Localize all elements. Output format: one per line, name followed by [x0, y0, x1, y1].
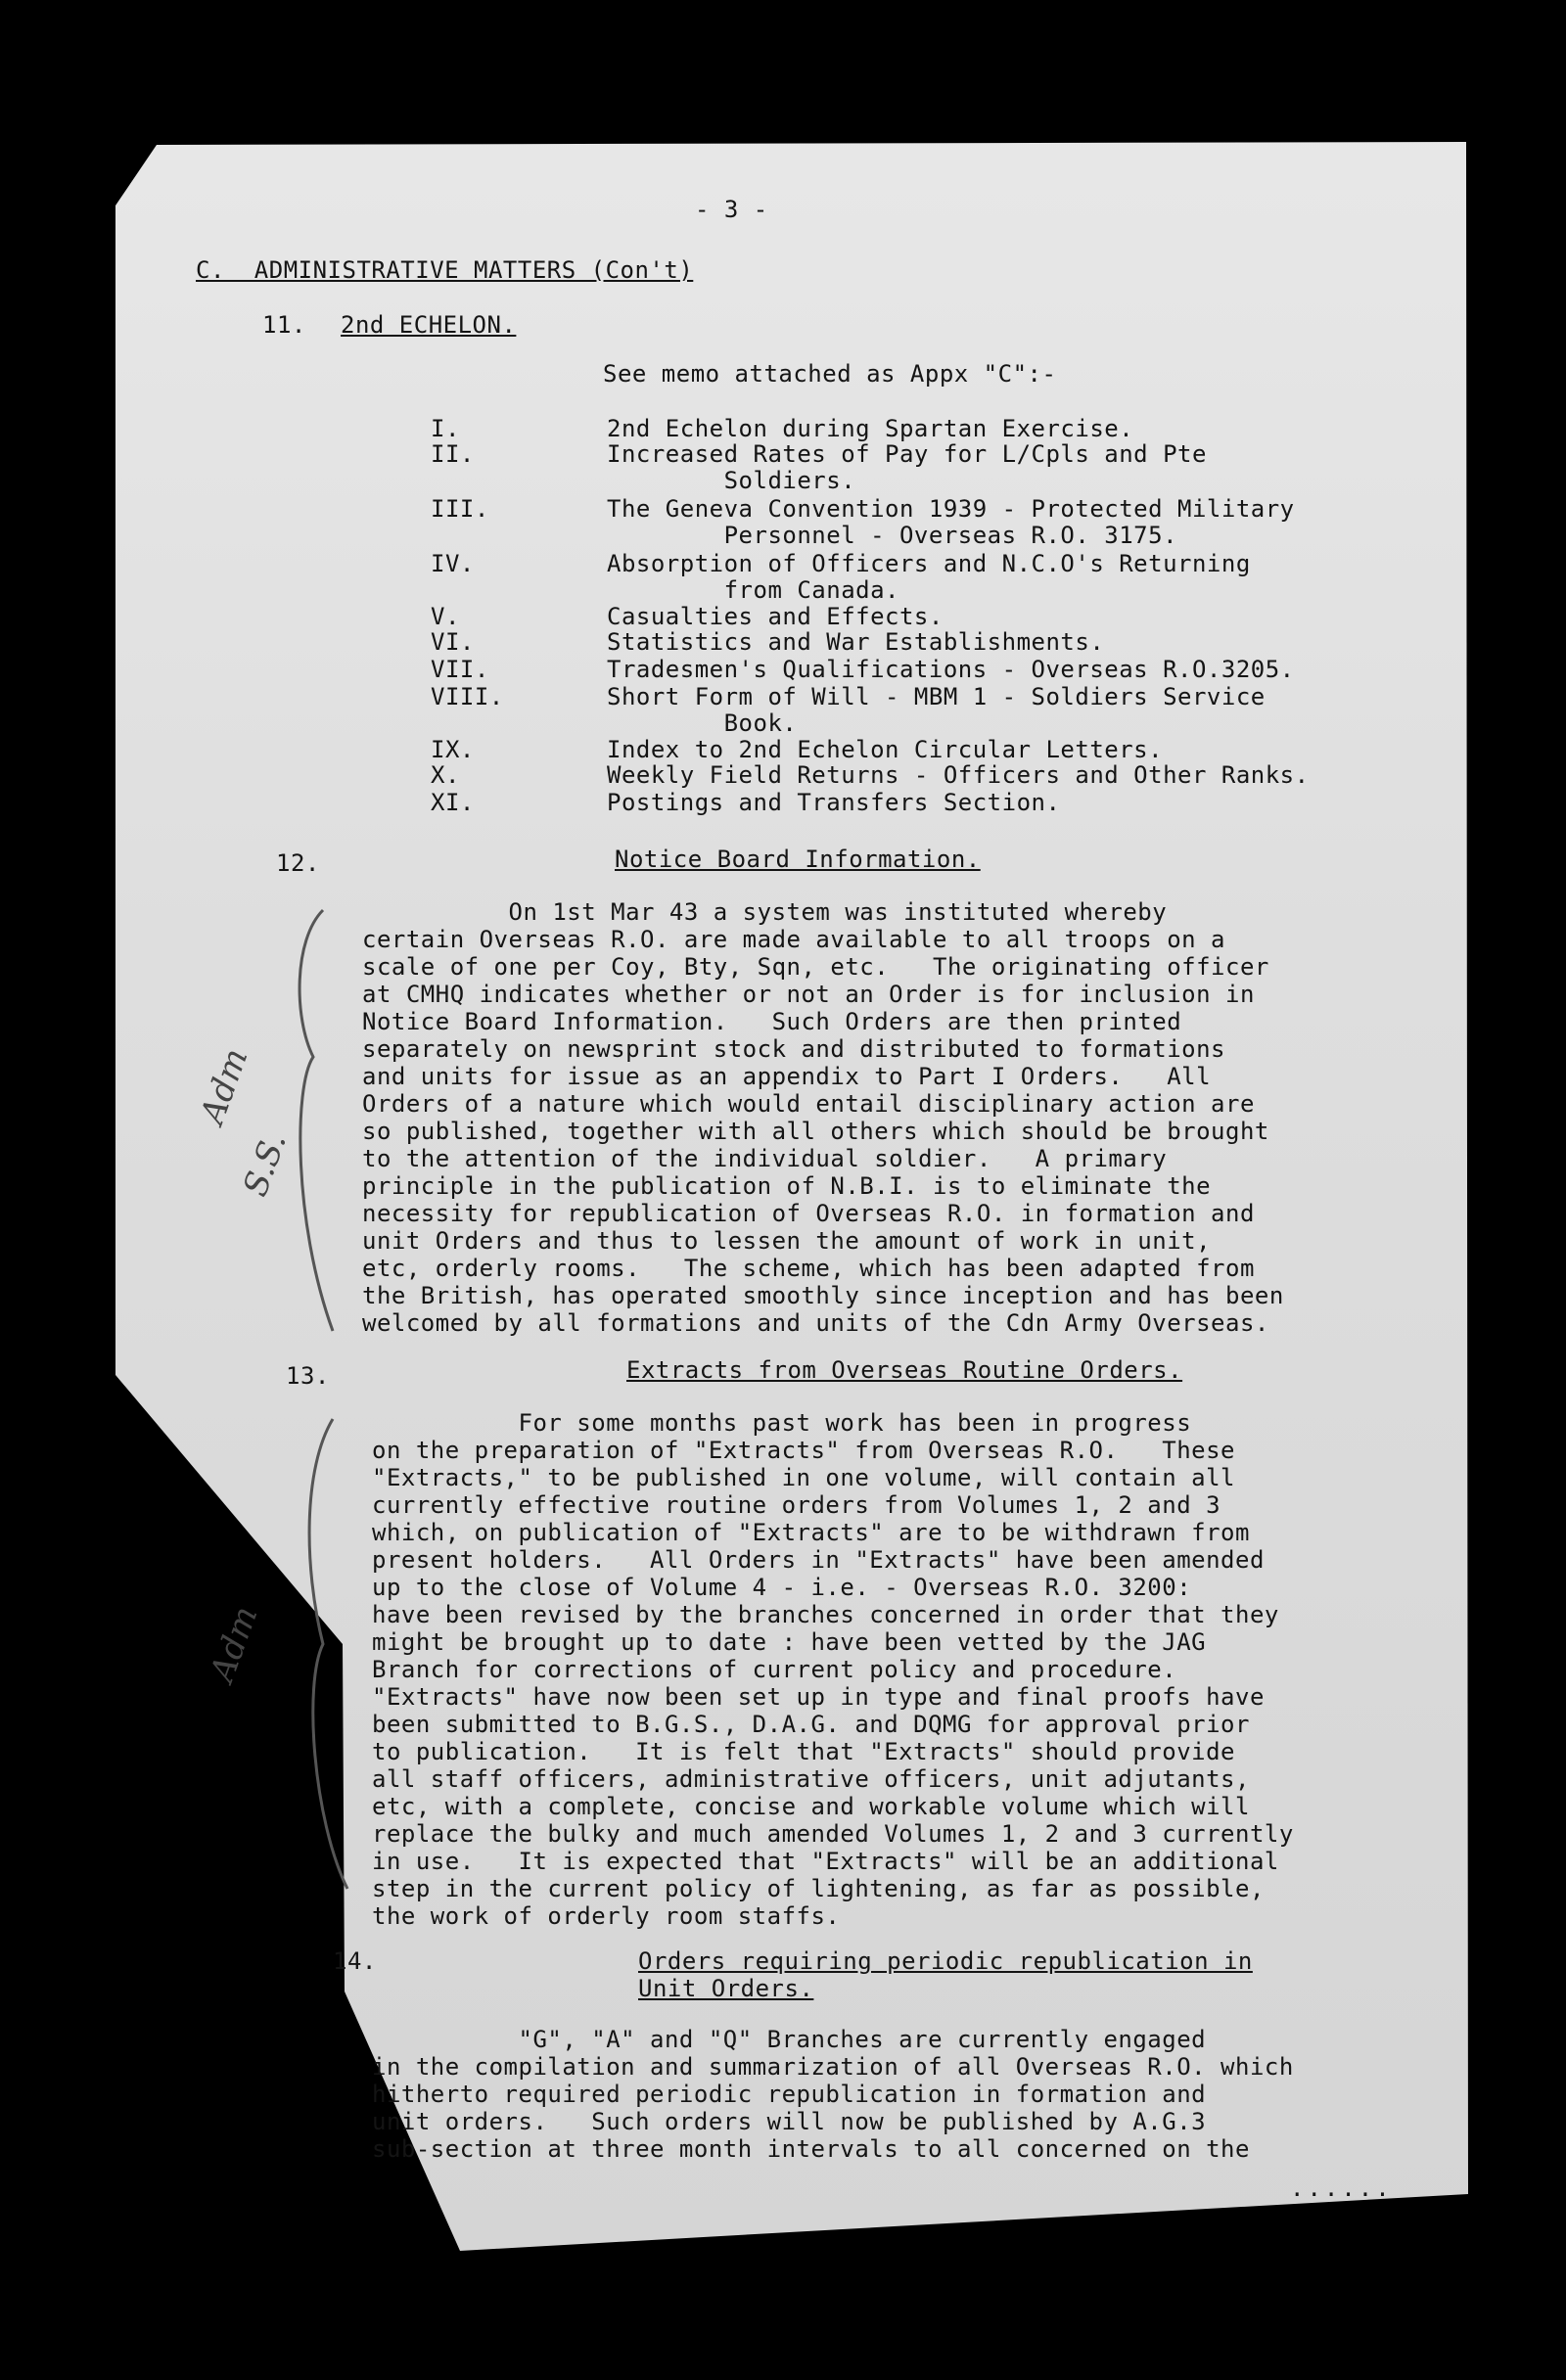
appendix-item-number: IX. — [431, 736, 475, 763]
appendix-item-number: III. — [431, 495, 489, 523]
appendix-item-number: XI. — [431, 789, 475, 816]
paragraph-line: principle in the publication of N.B.I. is to eliminate the — [362, 1172, 1212, 1200]
margin-note-adm-2: Adm — [203, 1601, 266, 1687]
paragraph-line: up to the close of Volume 4 - i.e. - Overseas R.O. 3200: — [372, 1574, 1192, 1601]
paragraph-line: on the preparation of "Extracts" from Overseas R.O. These — [372, 1437, 1236, 1464]
paragraph-line: unit Orders and thus to lessen the amount of work in unit, — [362, 1227, 1212, 1255]
paragraph-line: scale of one per Coy, Bty, Sqn, etc. The originating officer — [362, 953, 1269, 981]
item-11-intro: See memo attached as Appx "C":- — [603, 360, 1057, 388]
paragraph-line: been submitted to B.G.S., D.A.G. and DQMG for approval prior — [372, 1711, 1250, 1738]
paragraph-line: hitherto required periodic republication in formation and — [372, 2081, 1207, 2108]
appendix-item-number: VI. — [431, 628, 475, 656]
paragraph-line: "G", "A" and "Q" Branches are currently engaged — [372, 2026, 1207, 2053]
paragraph-line: in use. It is expected that "Extracts" will be an additional — [372, 1848, 1279, 1875]
item-12-title: Notice Board Information. — [615, 846, 981, 873]
paragraph-line: Orders of a nature which would entail disciplinary action are — [362, 1090, 1255, 1118]
paragraph-line: etc, orderly rooms. The scheme, which has been adapted from — [362, 1255, 1255, 1282]
appendix-item-text: Statistics and War Establishments. — [607, 628, 1105, 656]
item-14-title-line1: Orders requiring periodic republication in — [638, 1947, 1253, 1975]
section-heading: C. ADMINISTRATIVE MATTERS (Con't) — [196, 256, 694, 284]
appendix-item-text: Casualties and Effects. — [607, 603, 944, 630]
paragraph-line: so published, together with all others which should be brought — [362, 1118, 1269, 1145]
appendix-item-number: VII. — [431, 656, 489, 683]
appendix-item-text: Short Form of Will - MBM 1 - Soldiers Service — [607, 683, 1266, 710]
paragraph-line: present holders. All Orders in "Extracts" have been amended — [372, 1546, 1265, 1574]
item-11-number: 11. — [262, 311, 306, 339]
appendix-item-number: IV. — [431, 550, 475, 577]
paragraph-line: sub-section at three month intervals to all concerned on the — [372, 2135, 1250, 2163]
page-number: - 3 - — [695, 196, 768, 223]
appendix-item-text: Absorption of Officers and N.C.O's Returning — [607, 550, 1251, 577]
paragraph-line: all staff officers, administrative officers, unit adjutants, — [372, 1765, 1250, 1793]
item-11-title: 2nd ECHELON. — [341, 311, 517, 339]
item-14-title-line2: Unit Orders. — [638, 1975, 814, 2002]
paragraph-line: etc, with a complete, concise and workable volume which will — [372, 1793, 1250, 1820]
appendix-item-number: VIII. — [431, 683, 504, 710]
appendix-item-text: 2nd Echelon during Spartan Exercise. — [607, 415, 1134, 442]
paragraph-line: to the attention of the individual soldier. A primary — [362, 1145, 1168, 1172]
paragraph-line: currently effective routine orders from Volumes 1, 2 and 3 — [372, 1491, 1221, 1519]
appendix-item-number: V. — [431, 603, 460, 630]
appendix-item-text: Weekly Field Returns - Officers and Other Ranks. — [607, 761, 1310, 789]
paragraph-line: certain Overseas R.O. are made available to all troops on a — [362, 926, 1226, 953]
appendix-item-text: Personnel - Overseas R.O. 3175. — [607, 522, 1178, 549]
bracket-13 — [309, 1419, 347, 1889]
appendix-item-text: Postings and Transfers Section. — [607, 789, 1061, 816]
continuation-dots: ...... — [1290, 2174, 1393, 2202]
paragraph-line: separately on newsprint stock and distributed to formations — [362, 1035, 1226, 1063]
bracket-12 — [299, 910, 333, 1331]
paragraph-line: replace the bulky and much amended Volumes 1, 2 and 3 currently — [372, 1820, 1294, 1848]
paragraph-line: at CMHQ indicates whether or not an Order is for inclusion in — [362, 981, 1255, 1008]
appendix-item-number: X. — [431, 761, 460, 789]
paragraph-line: step in the current policy of lightening, as far as possible, — [372, 1875, 1265, 1902]
item-12-number: 12. — [276, 849, 320, 877]
paragraph-line: unit orders. Such orders will now be published by A.G.3 — [372, 2108, 1207, 2135]
appendix-item-number: II. — [431, 440, 475, 468]
paragraph-line: which, on publication of "Extracts" are to be withdrawn from — [372, 1519, 1250, 1546]
paragraph-line: "Extracts," to be published in one volume, will contain all — [372, 1464, 1236, 1491]
paragraph-line: Branch for corrections of current policy and procedure. — [372, 1656, 1177, 1683]
item-13-number: 13. — [286, 1362, 330, 1390]
paragraph-line: the British, has operated smoothly since inception and has been — [362, 1282, 1284, 1309]
paragraph-line: have been revised by the branches concerned in order that they — [372, 1601, 1279, 1628]
appendix-item-text: Book. — [607, 709, 798, 737]
appendix-item-text: Tradesmen's Qualifications - Overseas R.O.3205. — [607, 656, 1295, 683]
appendix-item-text: Increased Rates of Pay for L/Cpls and Pte — [607, 440, 1207, 468]
item-14-number: 14. — [333, 1947, 377, 1975]
appendix-item-text: Index to 2nd Echelon Circular Letters. — [607, 736, 1164, 763]
item-13-title: Extracts from Overseas Routine Orders. — [626, 1356, 1183, 1384]
paragraph-line: welcomed by all formations and units of the Cdn Army Overseas. — [362, 1309, 1269, 1337]
paragraph-line: in the compilation and summarization of all Overseas R.O. which — [372, 2053, 1294, 2081]
paragraph-line: Notice Board Information. Such Orders are then printed — [362, 1008, 1182, 1035]
appendix-item-text: from Canada. — [607, 576, 899, 604]
appendix-item-text: The Geneva Convention 1939 - Protected Military — [607, 495, 1295, 523]
margin-note-ss: S.S. — [235, 1127, 295, 1202]
paragraph-line: On 1st Mar 43 a system was instituted whereby — [362, 898, 1168, 926]
paragraph-line: "Extracts" have now been set up in type and final proofs have — [372, 1683, 1265, 1711]
paragraph-line: For some months past work has been in progress — [372, 1409, 1192, 1437]
paragraph-line: the work of orderly room staffs. — [372, 1902, 841, 1930]
appendix-item-text: Soldiers. — [607, 467, 856, 494]
appendix-item-number: I. — [431, 415, 460, 442]
margin-note-adm-1: Adm — [193, 1043, 256, 1129]
paragraph-line: and units for issue as an appendix to Part I Orders. All — [362, 1063, 1212, 1090]
paragraph-line: to publication. It is felt that "Extracts" should provide — [372, 1738, 1236, 1765]
paragraph-line: necessity for republication of Overseas R.O. in formation and — [362, 1200, 1255, 1227]
paragraph-line: might be brought up to date : have been vetted by the JAG — [372, 1628, 1207, 1656]
